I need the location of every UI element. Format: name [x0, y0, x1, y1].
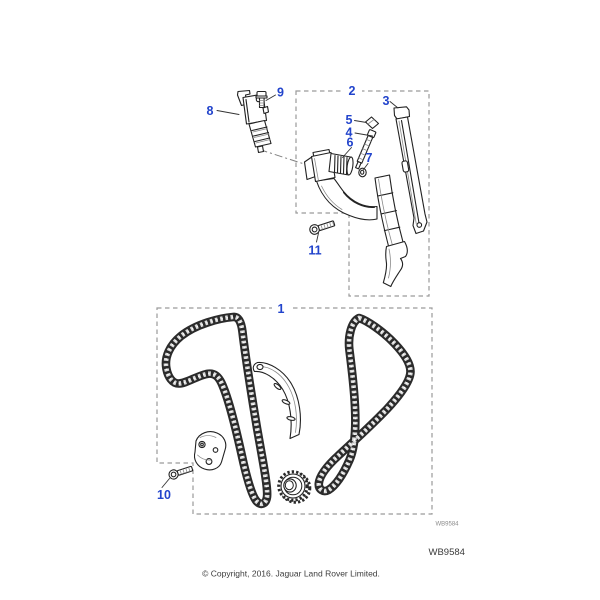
part-1-tensioner-block-drawing	[194, 432, 225, 470]
leader-line-5	[355, 121, 367, 123]
callout-10: 10	[157, 488, 171, 502]
part-1-timing-chain-right-drawing	[319, 318, 411, 491]
leader-line-3	[390, 102, 398, 109]
part-6-tensioner-body-drawing	[329, 154, 354, 176]
leader-line-10	[162, 479, 170, 488]
part-1-timing-chain-left-drawing	[166, 317, 267, 504]
leader-line-8	[217, 111, 239, 115]
copyright-text: © Copyright, 2016. Jaguar Land Rover Limited.	[202, 568, 380, 579]
leader-line-11	[317, 233, 319, 242]
part-2-tensioner-arm-drawing	[305, 150, 408, 287]
callout-3: 3	[382, 94, 390, 108]
callout-7: 7	[365, 151, 373, 165]
diagram-code-small: WB9584	[435, 521, 459, 528]
part-8-tensioner-drawing	[238, 91, 272, 153]
part-1-sprocket-drawing	[279, 472, 310, 503]
part-7-washer-drawing	[359, 168, 366, 177]
callout-8: 8	[206, 104, 214, 118]
part-5-plug-drawing	[366, 117, 379, 129]
part-10-bolt-drawing	[168, 464, 194, 480]
callout-1: 1	[277, 302, 285, 316]
callout-11: 11	[308, 243, 322, 258]
callout-4: 4	[345, 125, 353, 140]
callout-9: 9	[277, 85, 284, 100]
callout-6: 6	[346, 135, 354, 150]
callout-2: 2	[348, 84, 356, 98]
diagram-code-large: WB9584	[428, 547, 465, 558]
part-3-chain-guide-drawing	[394, 107, 427, 234]
part-11-bolt-drawing	[309, 219, 336, 236]
callout-5: 5	[345, 113, 353, 127]
